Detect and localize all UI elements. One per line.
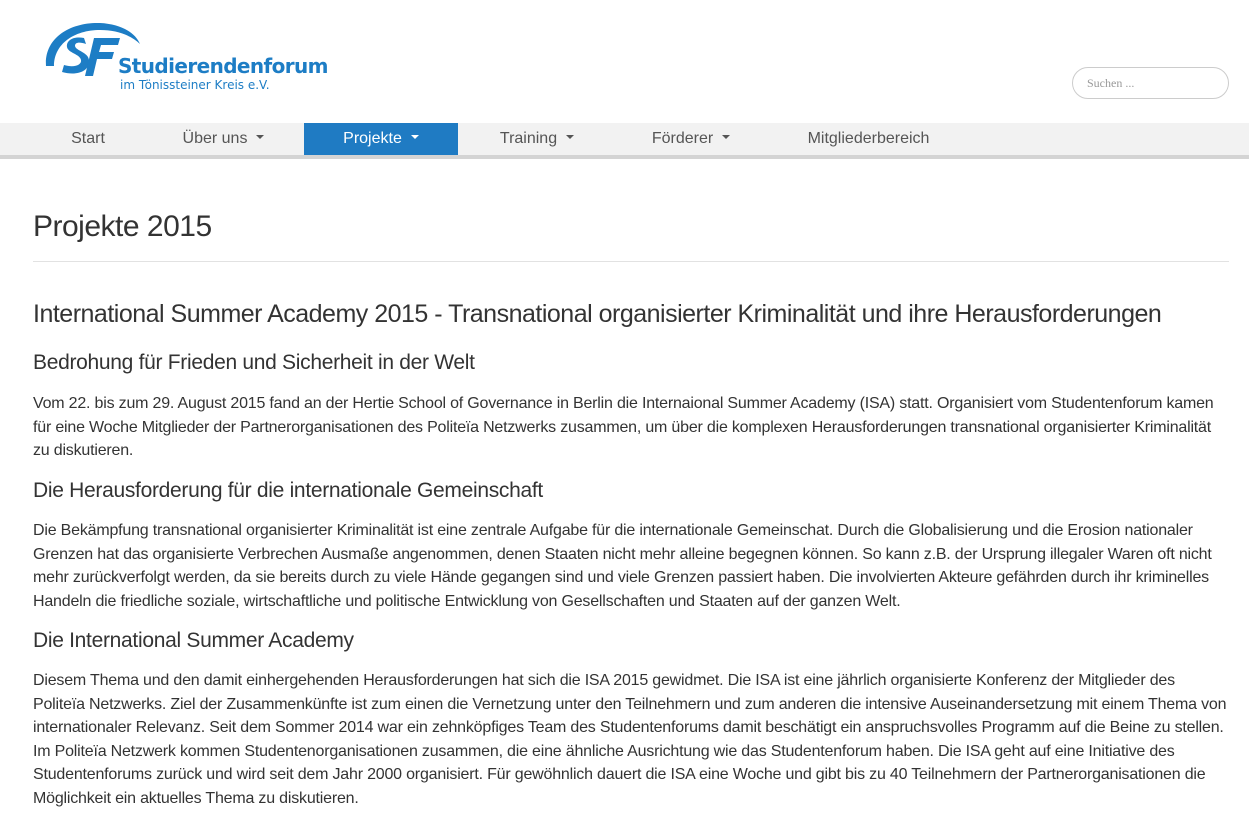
section-heading: Die International Summer Academy	[33, 629, 354, 652]
site-logo[interactable]	[40, 18, 330, 98]
nav-item-training[interactable]	[458, 123, 616, 155]
brand-subtitle: im Tönissteiner Kreis e.V.	[120, 78, 270, 92]
section-text: Vom 22. bis zum 29. August 2015 fand an der Hertie School of Governance in Berlin die Internaional Summer Academy (ISA) statt. Organisiert vom Studentenforum kamen für eine Woche Mitglieder der Partnerorganisationen des Politeïa Netzwerks zusammen, um über die komplexen Herausforderungen transnational organisierter Kriminalität zu diskutieren.	[33, 395, 1214, 459]
section-heading: Bedrohung für Frieden und Sicherheit in der Welt	[33, 351, 475, 374]
site-header	[0, 0, 1249, 123]
main-navigation	[0, 123, 1249, 159]
nav-label: Projekte	[343, 130, 402, 147]
title-divider	[33, 261, 1229, 262]
nav-label: Mitgliederbereich	[807, 130, 930, 147]
section-text: Diesem Thema und den damit einhergehenden Herausforderungen hat sich die ISA 2015 gewidmet. Die ISA ist eine jährlich organisierte Konferenz der Mitglieder des Politeïa Netzwerks. Ziel der Zusammenkünfte ist zum einen die Vernetzung unter den Teilnehmern und zum anderen die intensive Auseinandersetzung mit einem Thema von internationaler Relevanz. Seit dem Sommer 2014 war ein zehnköpfiges Team des Studentenforums damit beschätigt ein anspruchsvolles Programm auf die Beine zu stellen. Im Politeïa Netzwerk kommen Studentenorganisationen zusammen, die eine ähnliche Ausrichtung wie das Studentenforum haben. Die ISA geht auf eine Initiative des Studentenforums zurück und wird seit dem Jahr 2000 organisiert. Für gewöhnlich dauert die ISA eine Woche und gibt bis zu 40 Teilnehmern der Partnerorganisationen die Möglichkeit ein aktuelles Thema zu diskutieren.	[33, 672, 1227, 807]
section-text: Die Bekämpfung transnational organisierter Kriminalität ist eine zentrale Aufgabe für die internationale Gemeinschat. Durch die Globalisierung und die Erosion nationaler Grenzen hat das organisierte Verbrechen Ausmaße angenommen, denen Staaten nicht mehr alleine begegnen können. So kann z.B. der Ursprung illegaler Waren oft nicht mehr zurückverfolgt werden, da sie bereits durch zu viele Hände gegangen sind und viele Grenzen passiert haben. Die involvierten Akteure gefährden durch ihr kriminelles Handeln die friedliche soziale, wirtschaftliche und politische Entwicklung von Gesellschaften und Staaten auf der ganzen Welt.	[33, 522, 1212, 610]
search-input[interactable]	[1072, 67, 1229, 99]
nav-item-mitgliederbereich[interactable]	[766, 123, 971, 155]
nav-label: Förderer	[651, 130, 714, 147]
nav-item-ueber-uns[interactable]	[143, 123, 304, 155]
article-title: International Summer Academy 2015 - Transnational organisierter Kriminalität und ihre Herausforderungen	[33, 300, 1162, 328]
nav-label: Training	[499, 130, 558, 147]
nav-label: Über uns	[182, 130, 248, 147]
caret-down-icon	[566, 135, 574, 139]
caret-down-icon	[256, 135, 264, 139]
nav-item-projekte[interactable]	[304, 123, 458, 155]
page-title: Projekte 2015	[33, 210, 212, 243]
brand-name: Studierendenforum	[118, 54, 328, 78]
caret-down-icon	[411, 135, 419, 139]
nav-label: Start	[71, 130, 105, 147]
nav-item-start[interactable]	[33, 123, 143, 155]
section-heading: Die Herausforderung für die internationale Gemeinschaft	[33, 479, 543, 502]
nav-item-foerderer[interactable]	[616, 123, 766, 155]
caret-down-icon	[722, 135, 730, 139]
